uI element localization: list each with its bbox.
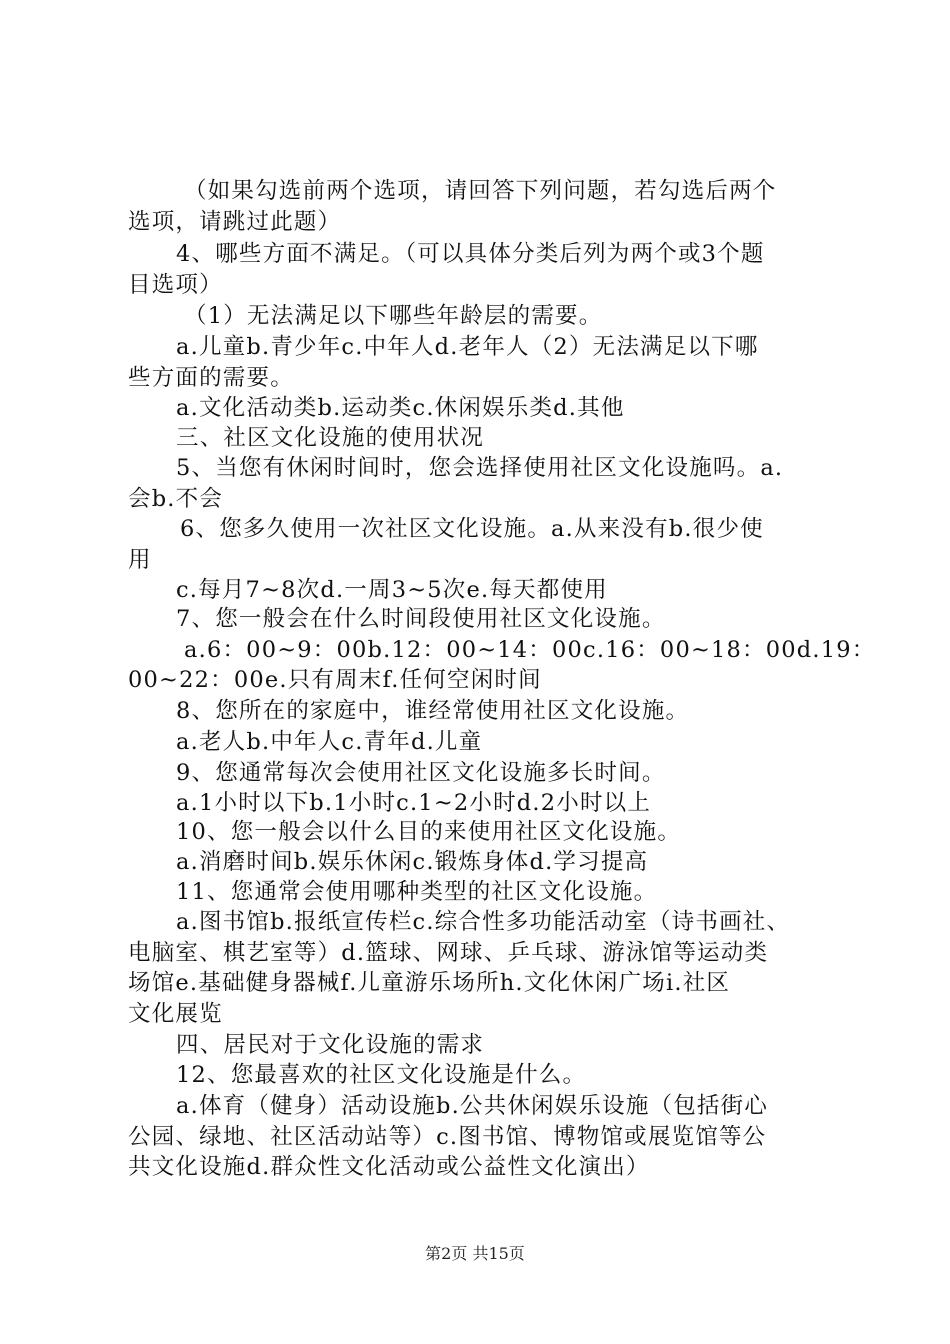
text-line: 选项，请跳过此题） [128,209,342,235]
text-line: 文化展览 [128,1001,223,1027]
text-line: 9、您通常每次会使用社区文化设施多长时间。 [176,760,666,786]
text-line: a.消磨时间b.娱乐休闲c.锻炼身体d.学习提高 [176,849,649,875]
text-line: a.儿童b.青少年c.中年人d.老年人（2）无法满足以下哪 [176,334,759,360]
section-heading: 三、社区文化设施的使用状况 [176,425,485,451]
text-line: （如果勾选前两个选项，请回答下列问题，若勾选后两个 [184,178,777,204]
text-line: 6、您多久使用一次社区文化设施。a.从来没有b.很少使 [180,516,764,542]
text-line: 10、您一般会以什么目的来使用社区文化设施。 [176,819,682,845]
text-line: 场馆e.基础健身器械f.儿童游乐场所h.文化休闲广场i.社区 [128,970,731,996]
text-line: 7、您一般会在什么时间段使用社区文化设施。 [176,606,666,632]
text-line: a.1小时以下b.1小时c.1~2小时d.2小时以上 [176,790,652,816]
text-line: c.每月7~8次d.一周3~5次e.每天都使用 [176,577,608,603]
text-line: 公园、绿地、社区活动站等）c.图书馆、博物馆或展览馆等公 [128,1124,767,1150]
page-number-footer: 第2页 共15页 [425,1244,525,1263]
text-line: 11、您通常会使用哪种类型的社区文化设施。 [176,879,658,905]
text-line: 些方面的需要。 [128,365,294,391]
text-line: 00~22：00e.只有周末f.任何空闲时间 [128,667,542,693]
text-line: 目选项） [128,272,223,298]
text-line: 5、当您有休闲时间时，您会选择使用社区文化设施吗。a. [176,455,784,481]
text-line: 8、您所在的家庭中，谁经常使用社区文化设施。 [176,698,690,724]
text-line: a.文化活动类b.运动类c.休闲娱乐类d.其他 [176,395,625,421]
text-line: a.图书馆b.报纸宣传栏c.综合性多功能活动室（诗书画社、 [176,909,791,935]
text-line: 4、哪些方面不满足。（可以具体分类后列为两个或3个题 [176,241,765,267]
text-line: a.6：00~9：00b.12：00~14：00c.16：00~18：00d.19： [184,637,876,663]
section-heading: 四、居民对于文化设施的需求 [176,1032,485,1058]
text-line: a.老人b.中年人c.青年d.儿童 [176,729,483,755]
text-line: 电脑室、棋艺室等）d.篮球、网球、乒乓球、游泳馆等运动类 [128,940,769,966]
text-line: （1）无法满足以下哪些年龄层的需要。 [184,303,603,329]
text-line: 共文化设施d.群众性文化活动或公益性文化演出） [128,1154,650,1180]
text-line: 12、您最喜欢的社区文化设施是什么。 [176,1062,587,1088]
text-line: 会b.不会 [128,486,224,512]
text-line: a.体育（健身）活动设施b.公共休闲娱乐设施（包括街心 [176,1093,769,1119]
text-line: 用 [128,547,152,573]
